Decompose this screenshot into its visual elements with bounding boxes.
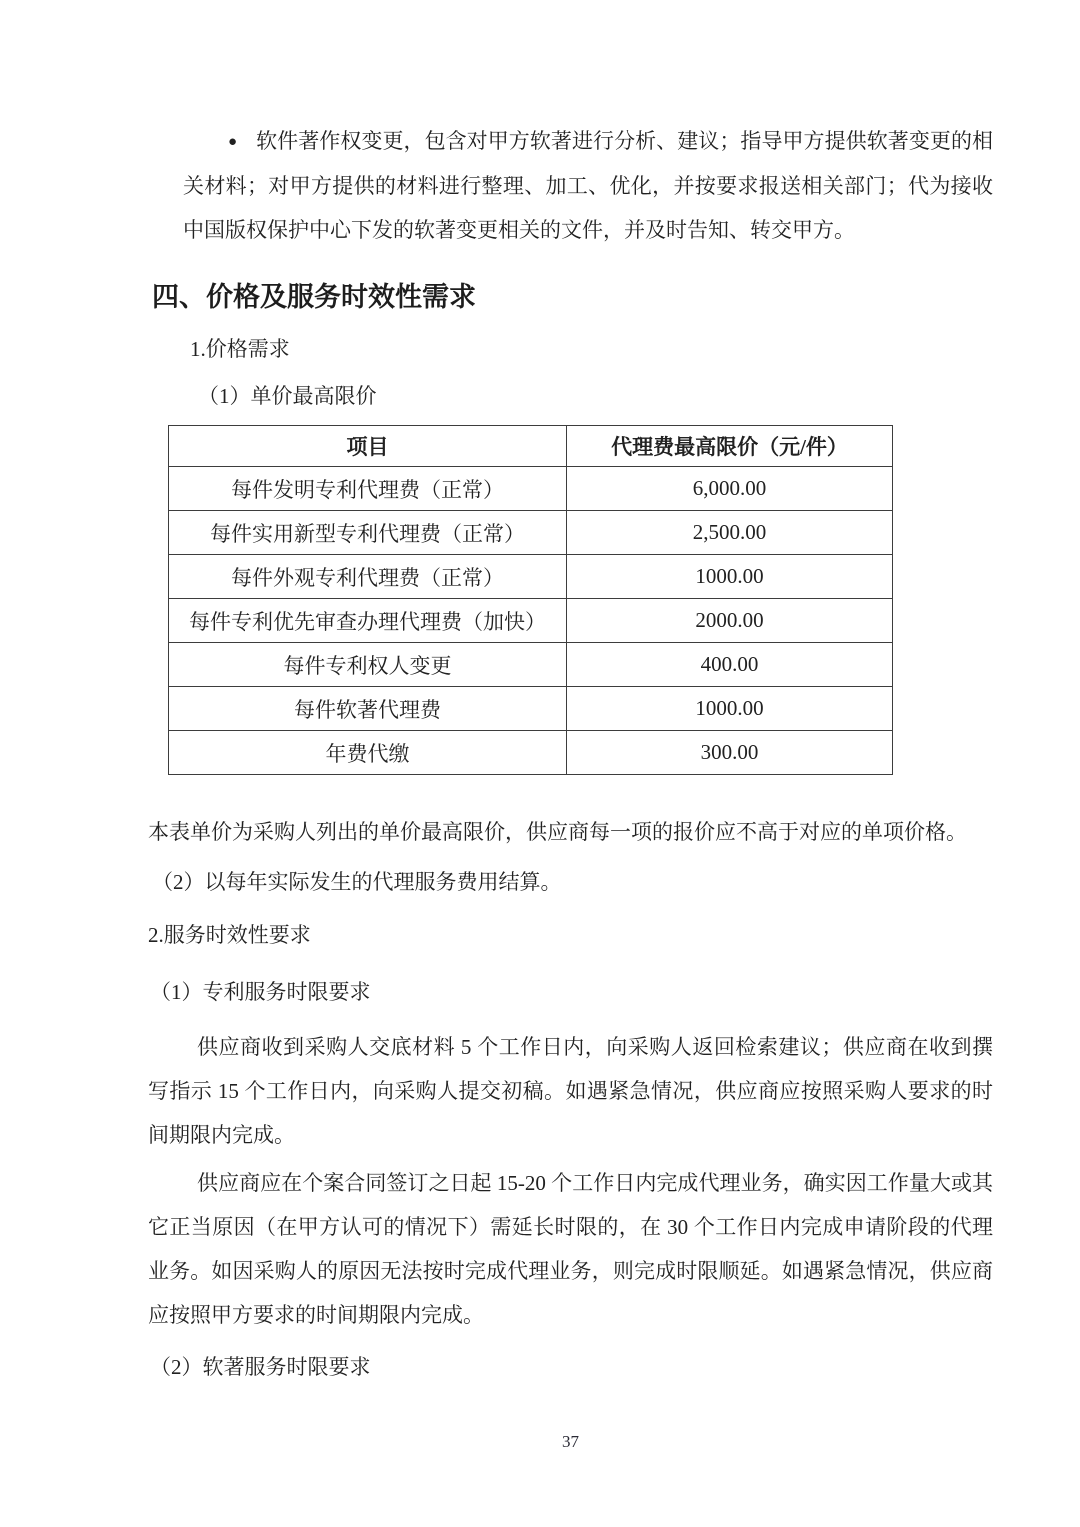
section-heading: 四、价格及服务时效性需求 bbox=[152, 282, 476, 312]
price-note: 本表单价为采购人列出的单价最高限价，供应商每一项的报价应不高于对应的单项价格。 bbox=[148, 820, 967, 844]
item-cell: 每件外观专利代理费（正常） bbox=[169, 555, 567, 599]
service-subheading: 2.服务时效性要求 bbox=[148, 923, 311, 947]
bullet-paragraph bbox=[183, 119, 993, 252]
table-header-row bbox=[169, 426, 893, 467]
table-row bbox=[169, 555, 893, 599]
price-table bbox=[168, 425, 893, 775]
price-cell: 300.00 bbox=[567, 731, 893, 775]
header-cell-price: 代理费最高限价（元/件） bbox=[567, 426, 893, 467]
item-cell: 每件专利优先审查办理代理费（加快） bbox=[169, 599, 567, 643]
patent-time-point: （1）专利服务时限要求 bbox=[150, 980, 371, 1004]
item-cell: 每件软著代理费 bbox=[169, 687, 567, 731]
table-row bbox=[169, 643, 893, 687]
item-cell: 每件专利权人变更 bbox=[169, 643, 567, 687]
price-cell: 1000.00 bbox=[567, 687, 893, 731]
bullet-icon: ● bbox=[228, 134, 238, 150]
document-content bbox=[148, 119, 993, 1453]
page-number: 37 bbox=[562, 1432, 579, 1451]
price-cell: 6,000.00 bbox=[567, 467, 893, 511]
header-cell-item: 项目 bbox=[169, 426, 567, 467]
item-cell: 每件发明专利代理费（正常） bbox=[169, 467, 567, 511]
item-cell: 每件实用新型专利代理费（正常） bbox=[169, 511, 567, 555]
price-cell: 2,500.00 bbox=[567, 511, 893, 555]
settlement-point: （2）以每年实际发生的代理服务费用结算。 bbox=[152, 870, 562, 894]
price-cell: 2000.00 bbox=[567, 599, 893, 643]
unit-price-point: （1）单价最高限价 bbox=[198, 384, 377, 408]
table-row bbox=[169, 731, 893, 775]
price-subheading: 1.价格需求 bbox=[190, 337, 290, 361]
price-cell: 1000.00 bbox=[567, 555, 893, 599]
table-row bbox=[169, 599, 893, 643]
price-cell: 400.00 bbox=[567, 643, 893, 687]
item-cell: 年费代缴 bbox=[169, 731, 567, 775]
patent-time-paragraph-2: 供应商应在个案合同签订之日起 15-20 个工作日内完成代理业务，确实因工作量大或其它正当原因（在甲方认可的情况下）需延长时限的，在 30 个工作日内完成申请阶段的代理业务。如因采购人的原因无法按时完成代理业务，则完成时限顺延。如遇紧急情况，供应商应按照甲方要求的时间期限内完成。 bbox=[148, 1171, 993, 1327]
table-row bbox=[169, 687, 893, 731]
software-time-point: （2）软著服务时限要求 bbox=[150, 1355, 371, 1379]
patent-time-paragraph-1: 供应商收到采购人交底材料 5 个工作日内，向采购人返回检索建议；供应商在收到撰写指示 15 个工作日内，向采购人提交初稿。如遇紧急情况，供应商应按照采购人要求的时间期限内完成。 bbox=[148, 1035, 993, 1147]
table-row bbox=[169, 467, 893, 511]
bullet-paragraph-text: 软件著作权变更，包含对甲方软著进行分析、建议；指导甲方提供软著变更的相关材料；对甲方提供的材料进行整理、加工、优化，并按要求报送相关部门；代为接收中国版权保护中心下发的软著变更相关的文件，并及时告知、转交甲方。 bbox=[183, 129, 994, 242]
table-row bbox=[169, 511, 893, 555]
